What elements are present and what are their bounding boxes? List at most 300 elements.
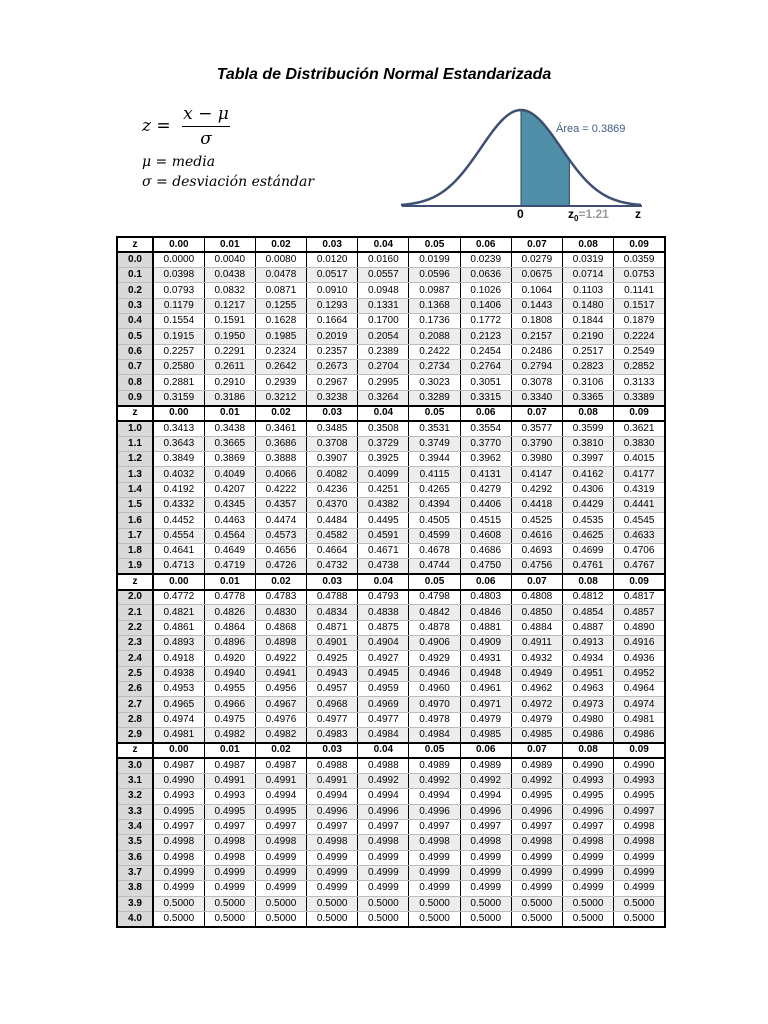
- table-cell: 0.4875: [358, 620, 409, 635]
- header-col: 0.06: [460, 406, 511, 421]
- table-cell: 0.4927: [358, 651, 409, 666]
- table-cell: 0.4998: [460, 835, 511, 850]
- table-cell: 0.4830: [255, 605, 306, 620]
- table-cell: 0.4633: [614, 528, 665, 543]
- table-cell: 0.4999: [563, 850, 614, 865]
- table-cell: 0.5000: [307, 911, 358, 927]
- table-cell: 0.5000: [409, 896, 460, 911]
- table-cell: 0.3340: [511, 390, 562, 405]
- header-col: 0.08: [563, 574, 614, 589]
- header-col: 0.01: [204, 406, 255, 421]
- table-cell: 0.4582: [307, 528, 358, 543]
- table-cell: 0.4573: [255, 528, 306, 543]
- table-cell: 0.4996: [511, 804, 562, 819]
- row-z-value: 3.3: [117, 804, 153, 819]
- table-cell: 0.4974: [614, 697, 665, 712]
- table-cell: 0.2324: [255, 344, 306, 359]
- table-cell: 0.3554: [460, 421, 511, 436]
- table-cell: 0.4808: [511, 590, 562, 605]
- header-col: 0.03: [307, 574, 358, 589]
- table-cell: 0.4949: [511, 666, 562, 681]
- table-cell: 0.4911: [511, 636, 562, 651]
- z-table: [116, 236, 666, 928]
- table-row: [117, 298, 665, 313]
- table-cell: 0.2794: [511, 360, 562, 375]
- header-col: 0.04: [358, 406, 409, 421]
- table-cell: 0.3485: [307, 421, 358, 436]
- table-cell: 0.4999: [307, 865, 358, 880]
- table-cell: 0.2823: [563, 360, 614, 375]
- table-cell: 0.4997: [409, 819, 460, 834]
- table-cell: 0.0478: [255, 268, 306, 283]
- table-cell: 0.4989: [511, 758, 562, 773]
- table-cell: 0.4998: [204, 850, 255, 865]
- table-cell: 0.2190: [563, 329, 614, 344]
- table-cell: 0.4982: [204, 728, 255, 743]
- table-cell: 0.4997: [204, 819, 255, 834]
- row-z-value: 2.4: [117, 651, 153, 666]
- table-cell: 0.3078: [511, 375, 562, 390]
- table-cell: 0.0753: [614, 268, 665, 283]
- table-cell: 0.4913: [563, 636, 614, 651]
- table-row: [117, 452, 665, 467]
- row-z-value: 1.0: [117, 421, 153, 436]
- formula-fraction: [182, 104, 230, 149]
- row-z-value: 0.9: [117, 390, 153, 405]
- table-cell: 0.4842: [409, 605, 460, 620]
- table-row: [117, 819, 665, 834]
- table-cell: 0.2486: [511, 344, 562, 359]
- table-cell: 0.0438: [204, 268, 255, 283]
- table-cell: 0.1879: [614, 314, 665, 329]
- table-cell: 0.1808: [511, 314, 562, 329]
- table-cell: 0.4995: [204, 804, 255, 819]
- table-cell: 0.3531: [409, 421, 460, 436]
- table-cell: 0.1026: [460, 283, 511, 298]
- z-axis-label: z: [635, 207, 641, 221]
- header-col: 0.08: [563, 743, 614, 758]
- table-cell: 0.4871: [307, 620, 358, 635]
- table-cell: 0.4817: [614, 590, 665, 605]
- table-cell: 0.4932: [511, 651, 562, 666]
- table-cell: 0.4995: [614, 789, 665, 804]
- row-z-value: 1.6: [117, 513, 153, 528]
- table-cell: 0.4838: [358, 605, 409, 620]
- table-cell: 0.3365: [563, 390, 614, 405]
- table-cell: 0.1103: [563, 283, 614, 298]
- table-cell: 0.2704: [358, 360, 409, 375]
- header-col: 0.02: [255, 574, 306, 589]
- table-cell: 0.3389: [614, 390, 665, 405]
- table-cell: 0.5000: [204, 896, 255, 911]
- table-cell: 0.4699: [563, 544, 614, 559]
- table-row: [117, 620, 665, 635]
- table-cell: 0.4967: [255, 697, 306, 712]
- table-cell: 0.3810: [563, 436, 614, 451]
- table-cell: 0.3686: [255, 436, 306, 451]
- table-cell: 0.4599: [409, 528, 460, 543]
- table-cell: 0.4418: [511, 498, 562, 513]
- table-cell: 0.4319: [614, 482, 665, 497]
- table-cell: 0.4982: [255, 728, 306, 743]
- table-cell: 0.4998: [255, 835, 306, 850]
- header-col: 0.03: [307, 406, 358, 421]
- table-cell: 0.1406: [460, 298, 511, 313]
- header-col: 0.00: [153, 743, 204, 758]
- row-z-value: 0.5: [117, 329, 153, 344]
- table-cell: 0.4222: [255, 482, 306, 497]
- table-cell: 0.4995: [511, 789, 562, 804]
- table-cell: 0.4994: [255, 789, 306, 804]
- table-cell: 0.4608: [460, 528, 511, 543]
- table-cell: 0.4452: [153, 513, 204, 528]
- table-cell: 0.4999: [511, 850, 562, 865]
- table-cell: 0.4990: [563, 758, 614, 773]
- table-cell: 0.4979: [511, 712, 562, 727]
- table-cell: 0.4265: [409, 482, 460, 497]
- row-z-value: 1.7: [117, 528, 153, 543]
- formula-lhs: z =: [142, 116, 171, 136]
- table-row: [117, 436, 665, 451]
- table-cell: 0.4761: [563, 559, 614, 574]
- table-cell: 0.1480: [563, 298, 614, 313]
- table-cell: 0.4999: [358, 881, 409, 896]
- table-cell: 0.3888: [255, 452, 306, 467]
- table-cell: 0.4998: [614, 819, 665, 834]
- table-cell: 0.2157: [511, 329, 562, 344]
- table-cell: 0.4306: [563, 482, 614, 497]
- header-col: 0.06: [460, 574, 511, 589]
- table-cell: 0.4918: [153, 651, 204, 666]
- table-cell: 0.4997: [563, 819, 614, 834]
- table-cell: 0.2357: [307, 344, 358, 359]
- table-cell: 0.3907: [307, 452, 358, 467]
- table-cell: 0.4996: [358, 804, 409, 819]
- row-z-value: 2.9: [117, 728, 153, 743]
- table-cell: 0.4979: [460, 712, 511, 727]
- table-cell: 0.5000: [255, 896, 306, 911]
- table-cell: 0.4951: [563, 666, 614, 681]
- table-cell: 0.4992: [409, 773, 460, 788]
- table-cell: 0.4826: [204, 605, 255, 620]
- table-cell: 0.4834: [307, 605, 358, 620]
- table-row: [117, 252, 665, 267]
- table-cell: 0.2291: [204, 344, 255, 359]
- table-cell: 0.2454: [460, 344, 511, 359]
- table-cell: 0.4999: [409, 850, 460, 865]
- row-z-value: 4.0: [117, 911, 153, 927]
- table-cell: 0.4992: [358, 773, 409, 788]
- table-cell: 0.4162: [563, 467, 614, 482]
- table-cell: 0.4995: [255, 804, 306, 819]
- table-cell: 0.4015: [614, 452, 665, 467]
- table-row: [117, 789, 665, 804]
- row-z-value: 3.8: [117, 881, 153, 896]
- table-cell: 0.4971: [460, 697, 511, 712]
- table-cell: 0.4999: [204, 865, 255, 880]
- table-cell: 0.4925: [307, 651, 358, 666]
- table-cell: 0.4976: [255, 712, 306, 727]
- table-cell: 0.4998: [358, 835, 409, 850]
- table-cell: 0.4279: [460, 482, 511, 497]
- table-cell: 0.0359: [614, 252, 665, 267]
- table-cell: 0.4981: [153, 728, 204, 743]
- normal-curve-diagram: [398, 100, 648, 226]
- row-z-value: 0.6: [117, 344, 153, 359]
- fraction-bar: [182, 126, 230, 127]
- table-cell: 0.4941: [255, 666, 306, 681]
- table-cell: 0.4990: [153, 773, 204, 788]
- row-z-value: 3.5: [117, 835, 153, 850]
- table-cell: 0.4738: [358, 559, 409, 574]
- table-cell: 0.4850: [511, 605, 562, 620]
- table-cell: 0.5000: [409, 911, 460, 927]
- header-col: 0.05: [409, 743, 460, 758]
- table-cell: 0.0675: [511, 268, 562, 283]
- table-cell: 0.4147: [511, 467, 562, 482]
- table-cell: 0.0832: [204, 283, 255, 298]
- table-cell: 0.3830: [614, 436, 665, 451]
- table-cell: 0.5000: [511, 911, 562, 927]
- table-cell: 0.4929: [409, 651, 460, 666]
- table-cell: 0.1517: [614, 298, 665, 313]
- row-z-value: 1.4: [117, 482, 153, 497]
- table-cell: 0.0239: [460, 252, 511, 267]
- z0-label: [568, 207, 609, 223]
- table-cell: 0.4429: [563, 498, 614, 513]
- table-cell: 0.3643: [153, 436, 204, 451]
- table-cell: 0.4999: [255, 865, 306, 880]
- table-cell: 0.4382: [358, 498, 409, 513]
- header-col: 0.05: [409, 406, 460, 421]
- header-col: 0.03: [307, 743, 358, 758]
- table-cell: 0.3925: [358, 452, 409, 467]
- table-row: [117, 283, 665, 298]
- row-z-value: 0.4: [117, 314, 153, 329]
- table-cell: 0.4973: [563, 697, 614, 712]
- table-cell: 0.4955: [204, 682, 255, 697]
- table-row: [117, 911, 665, 927]
- table-cell: 0.4999: [563, 865, 614, 880]
- table-cell: 0.5000: [358, 896, 409, 911]
- table-cell: 0.4887: [563, 620, 614, 635]
- table-cell: 0.4901: [307, 636, 358, 651]
- table-cell: 0.4931: [460, 651, 511, 666]
- table-cell: 0.1217: [204, 298, 255, 313]
- table-row: [117, 268, 665, 283]
- table-cell: 0.4756: [511, 559, 562, 574]
- header-col: 0.09: [614, 406, 665, 421]
- row-z-value: 2.2: [117, 620, 153, 635]
- header-col: 0.09: [614, 743, 665, 758]
- table-cell: 0.1772: [460, 314, 511, 329]
- z0-subscript: 0: [574, 214, 579, 223]
- table-cell: 0.5000: [153, 896, 204, 911]
- table-cell: 0.4591: [358, 528, 409, 543]
- table-cell: 0.4719: [204, 559, 255, 574]
- table-row: [117, 467, 665, 482]
- table-cell: 0.4394: [409, 498, 460, 513]
- table-cell: 0.1700: [358, 314, 409, 329]
- table-header-row: [117, 237, 665, 252]
- table-cell: 0.4821: [153, 605, 204, 620]
- header-col: 0.08: [563, 406, 614, 421]
- table-cell: 0.4998: [153, 835, 204, 850]
- table-cell: 0.3264: [358, 390, 409, 405]
- table-cell: 0.3186: [204, 390, 255, 405]
- table-cell: 0.4996: [563, 804, 614, 819]
- row-z-value: 2.8: [117, 712, 153, 727]
- table-cell: 0.4946: [409, 666, 460, 681]
- table-cell: 0.4965: [153, 697, 204, 712]
- header-col: 0.01: [204, 574, 255, 589]
- table-cell: 0.4984: [358, 728, 409, 743]
- table-row: [117, 375, 665, 390]
- header-z: z: [117, 406, 153, 421]
- table-cell: 0.5000: [460, 896, 511, 911]
- table-cell: 0.4953: [153, 682, 204, 697]
- table-cell: 0.4960: [409, 682, 460, 697]
- table-cell: 0.4192: [153, 482, 204, 497]
- table-cell: 0.4803: [460, 590, 511, 605]
- table-cell: 0.2580: [153, 360, 204, 375]
- table-cell: 0.5000: [358, 911, 409, 927]
- table-cell: 0.4996: [409, 804, 460, 819]
- table-cell: 0.4948: [460, 666, 511, 681]
- table-cell: 0.4999: [511, 881, 562, 896]
- table-cell: 0.4857: [614, 605, 665, 620]
- table-cell: 0.4082: [307, 467, 358, 482]
- table-cell: 0.4943: [307, 666, 358, 681]
- table-cell: 0.4991: [255, 773, 306, 788]
- table-cell: 0.5000: [460, 911, 511, 927]
- table-cell: 0.2642: [255, 360, 306, 375]
- table-cell: 0.4999: [409, 881, 460, 896]
- row-z-value: 2.7: [117, 697, 153, 712]
- header-col: 0.04: [358, 237, 409, 252]
- table-cell: 0.4881: [460, 620, 511, 635]
- table-row: [117, 697, 665, 712]
- table-cell: 0.0319: [563, 252, 614, 267]
- table-cell: 0.4515: [460, 513, 511, 528]
- table-cell: 0.4962: [511, 682, 562, 697]
- area-label: Área = 0.3869: [556, 123, 626, 135]
- table-row: [117, 773, 665, 788]
- table-cell: 0.2995: [358, 375, 409, 390]
- row-z-value: 3.7: [117, 865, 153, 880]
- table-cell: 0.2054: [358, 329, 409, 344]
- table-cell: 0.2549: [614, 344, 665, 359]
- table-cell: 0.4986: [614, 728, 665, 743]
- table-cell: 0.3997: [563, 452, 614, 467]
- table-cell: 0.4778: [204, 590, 255, 605]
- table-cell: 0.1664: [307, 314, 358, 329]
- table-cell: 0.4861: [153, 620, 204, 635]
- table-cell: 0.4945: [358, 666, 409, 681]
- table-cell: 0.1064: [511, 283, 562, 298]
- table-cell: 0.4934: [563, 651, 614, 666]
- header-z: z: [117, 237, 153, 252]
- table-cell: 0.3944: [409, 452, 460, 467]
- table-cell: 0.0557: [358, 268, 409, 283]
- table-cell: 0.3051: [460, 375, 511, 390]
- table-cell: 0.0910: [307, 283, 358, 298]
- table-cell: 0.4956: [255, 682, 306, 697]
- table-cell: 0.0000: [153, 252, 204, 267]
- header-col: 0.03: [307, 237, 358, 252]
- table-cell: 0.2422: [409, 344, 460, 359]
- table-cell: 0.4616: [511, 528, 562, 543]
- formula-numerator: x − μ: [183, 104, 229, 124]
- table-cell: 0.4997: [358, 819, 409, 834]
- z0-value: =1.21: [578, 207, 609, 221]
- table-cell: 0.3980: [511, 452, 562, 467]
- table-row: [117, 314, 665, 329]
- header-col: 0.07: [511, 406, 562, 421]
- table-cell: 0.3315: [460, 390, 511, 405]
- table-cell: 0.3133: [614, 375, 665, 390]
- header-col: 0.01: [204, 743, 255, 758]
- table-cell: 0.4783: [255, 590, 306, 605]
- table-cell: 0.4664: [307, 544, 358, 559]
- table-cell: 0.4993: [153, 789, 204, 804]
- table-cell: 0.1628: [255, 314, 306, 329]
- table-cell: 0.4345: [204, 498, 255, 513]
- table-cell: 0.1591: [204, 314, 255, 329]
- table-cell: 0.4969: [358, 697, 409, 712]
- table-cell: 0.3665: [204, 436, 255, 451]
- header-col: 0.07: [511, 743, 562, 758]
- row-z-value: 2.6: [117, 682, 153, 697]
- table-row: [117, 896, 665, 911]
- table-cell: 0.4788: [307, 590, 358, 605]
- table-cell: 0.3790: [511, 436, 562, 451]
- table-cell: 0.4998: [153, 850, 204, 865]
- formula-definitions: [142, 152, 314, 192]
- table-cell: 0.1554: [153, 314, 204, 329]
- table-cell: 0.3599: [563, 421, 614, 436]
- table-row: [117, 636, 665, 651]
- table-cell: 0.2123: [460, 329, 511, 344]
- table-cell: 0.4996: [307, 804, 358, 819]
- table-cell: 0.4985: [460, 728, 511, 743]
- table-cell: 0.3438: [204, 421, 255, 436]
- table-cell: 0.4974: [153, 712, 204, 727]
- table-cell: 0.4706: [614, 544, 665, 559]
- table-cell: 0.4066: [255, 467, 306, 482]
- table-cell: 0.4988: [358, 758, 409, 773]
- header-col: 0.00: [153, 574, 204, 589]
- table-cell: 0.4854: [563, 605, 614, 620]
- table-cell: 0.4693: [511, 544, 562, 559]
- header-col: 0.07: [511, 574, 562, 589]
- table-cell: 0.3238: [307, 390, 358, 405]
- table-cell: 0.4975: [204, 712, 255, 727]
- table-row: [117, 421, 665, 436]
- table-cell: 0.4049: [204, 467, 255, 482]
- definition-sigma: σ = desviación estándar: [142, 174, 315, 190]
- table-cell: 0.3289: [409, 390, 460, 405]
- table-cell: 0.4994: [460, 789, 511, 804]
- table-cell: 0.0040: [204, 252, 255, 267]
- table-cell: 0.4505: [409, 513, 460, 528]
- table-cell: 0.4992: [511, 773, 562, 788]
- table-cell: 0.2088: [409, 329, 460, 344]
- table-cell: 0.3508: [358, 421, 409, 436]
- header-z: z: [117, 574, 153, 589]
- table-cell: 0.4988: [307, 758, 358, 773]
- header-col: 0.02: [255, 237, 306, 252]
